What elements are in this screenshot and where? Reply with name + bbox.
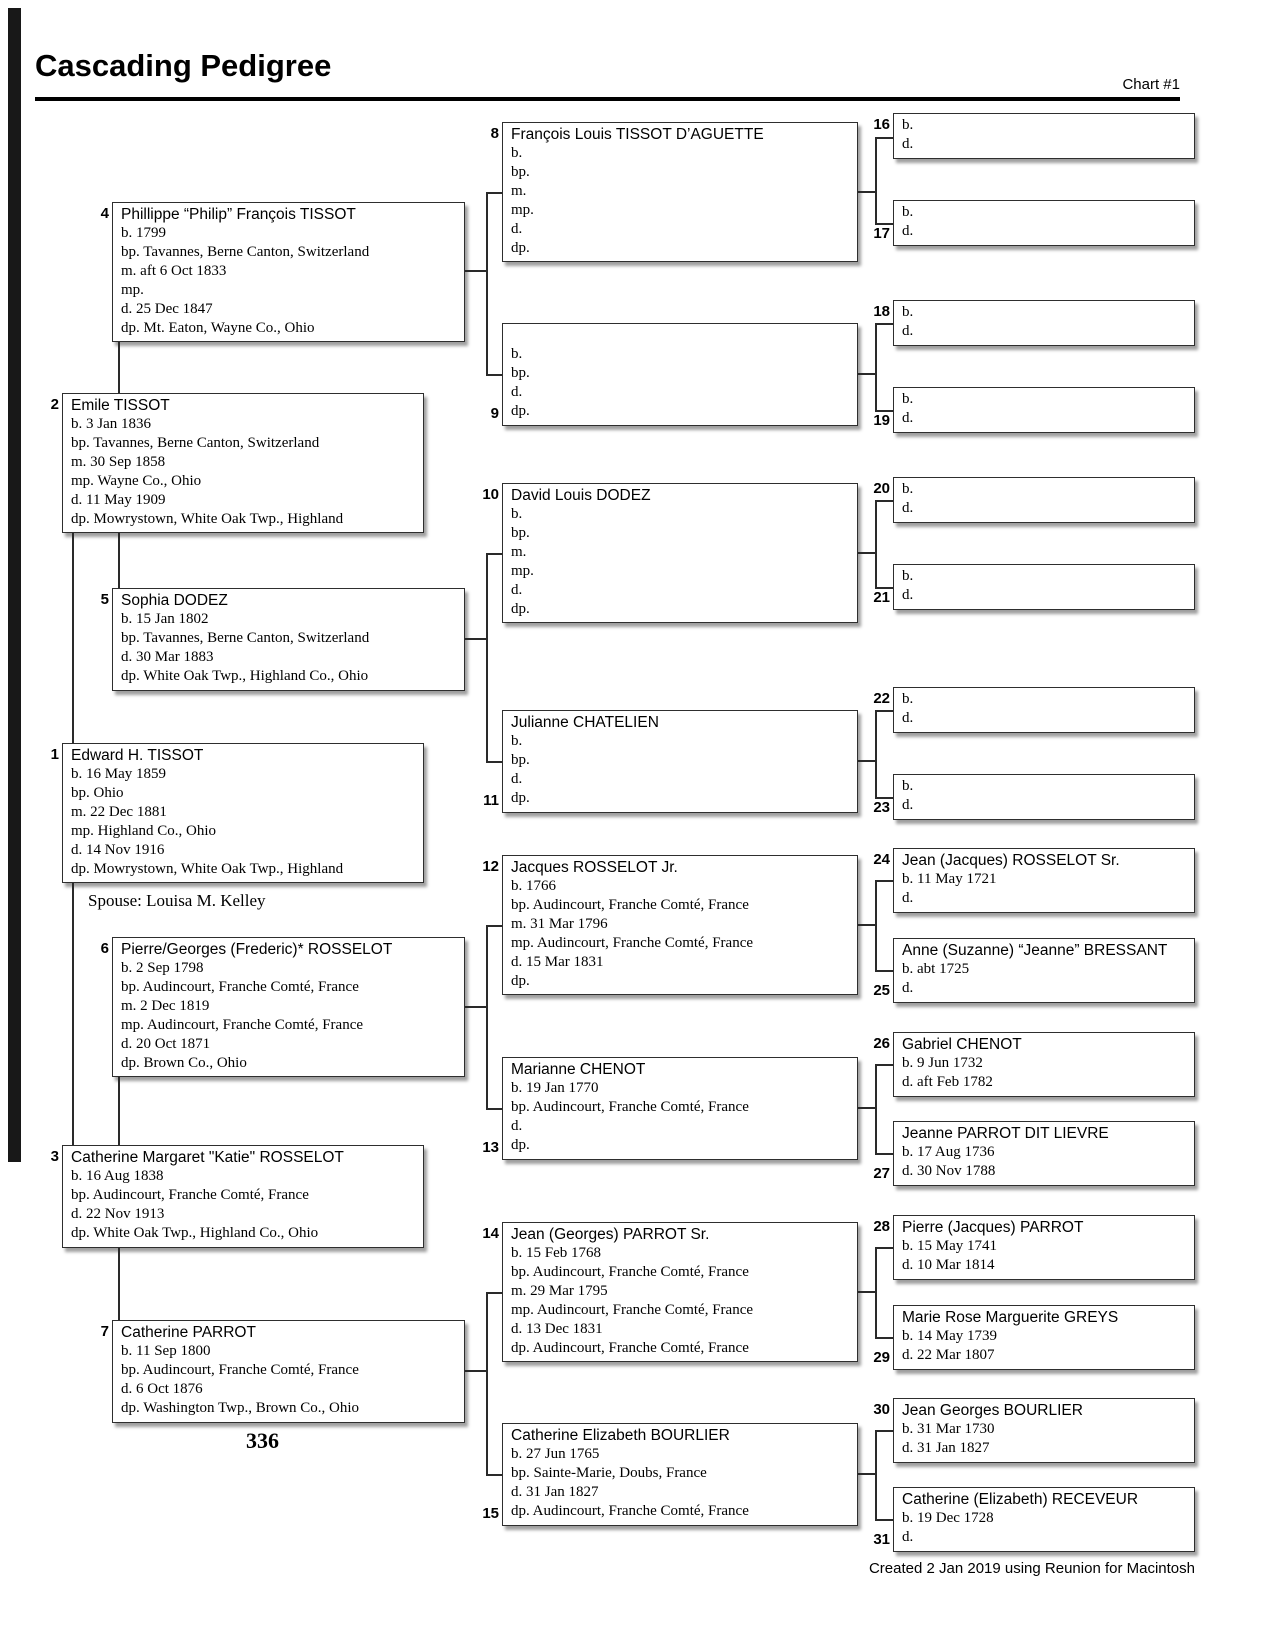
person-box (873, 938, 1195, 1003)
person-number: 23 (873, 799, 890, 816)
connector-line (486, 1474, 502, 1476)
person-detail-line: b. 31 Mar 1730 (902, 1421, 995, 1437)
connector-line (486, 192, 502, 194)
connector-line (875, 587, 893, 589)
person-detail-line: d. 31 Jan 1827 (511, 1484, 599, 1500)
person-detail-line: mp. Audincourt, Franche Comté, France (121, 1017, 364, 1033)
connector-line (875, 880, 893, 882)
scan-edge-bar (8, 8, 21, 1162)
person-box (50, 743, 424, 883)
person-name: Sophia DODEZ (121, 592, 228, 609)
person-name: Catherine PARROT (121, 1324, 256, 1341)
connector-line (875, 1430, 893, 1432)
person-detail-line: bp. Tavannes, Berne Canton, Switzerland (71, 435, 320, 451)
person-detail-line: mp. (121, 282, 144, 298)
person-detail-line: d. (511, 1118, 523, 1134)
person-detail-line: m. 22 Dec 1881 (71, 804, 167, 820)
person-box (50, 393, 424, 533)
person-box (873, 1487, 1195, 1552)
page-number: 336 (246, 1428, 279, 1453)
person-number: 13 (482, 1139, 499, 1156)
person-detail-line: bp. Sainte-Marie, Doubs, France (511, 1465, 707, 1481)
person-name: Edward H. TISSOT (71, 747, 204, 764)
connector-line (465, 1006, 488, 1008)
person-number: 2 (50, 396, 59, 413)
person-detail-line: d. 6 Oct 1876 (121, 1381, 203, 1397)
person-detail-line: dp. (511, 790, 530, 806)
connector-line (875, 797, 893, 799)
person-box (100, 202, 465, 342)
connector-line (875, 1247, 893, 1249)
connector-line (875, 1064, 893, 1066)
connector-line (875, 970, 893, 972)
person-detail-line: d. 20 Oct 1871 (121, 1036, 211, 1052)
person-detail-line: dp. (511, 973, 530, 989)
person-number: 18 (873, 303, 890, 320)
person-detail-line: d. (902, 1529, 914, 1545)
connector-line (486, 1108, 502, 1110)
person-detail-line: b. 15 Jan 1802 (121, 611, 209, 627)
person-detail-line: mp. Audincourt, Franche Comté, France (511, 1302, 754, 1318)
person-box (483, 710, 858, 813)
person-number: 28 (873, 1218, 890, 1235)
person-detail-line: d. (511, 221, 523, 237)
connector-line (486, 1292, 488, 1476)
person-box (100, 937, 465, 1077)
connector-line (465, 638, 488, 640)
person-detail-line: b. (511, 346, 523, 362)
person-detail-line: d. 22 Nov 1913 (71, 1206, 165, 1222)
person-detail-line: dp. Mt. Eaton, Wayne Co., Ohio (121, 320, 315, 336)
person-box (873, 687, 1195, 733)
person-detail-line: b. abt 1725 (902, 961, 970, 977)
person-name: Phillippe “Philip” François TISSOT (121, 206, 356, 223)
connector-line (486, 761, 502, 763)
connector-line (875, 1064, 877, 1155)
person-detail-line: b. 19 Dec 1728 (902, 1510, 994, 1526)
person-detail-line: d. (902, 323, 914, 339)
person-name: Pierre (Jacques) PARROT (902, 1219, 1084, 1236)
person-box (100, 1320, 465, 1423)
connector-line (875, 323, 877, 412)
person-name: Catherine Elizabeth BOURLIER (511, 1427, 730, 1444)
person-name: Pierre/Georges (Frederic)* ROSSELOT (121, 941, 393, 958)
person-detail-line: mp. (511, 202, 534, 218)
person-number: 5 (100, 591, 109, 608)
person-detail-line: bp. (511, 525, 530, 541)
connector-line (875, 1430, 877, 1521)
person-detail-line: b. 3 Jan 1836 (71, 416, 151, 432)
connector-line (875, 500, 877, 589)
person-detail-line: bp. Audincourt, Franche Comté, France (511, 897, 749, 913)
connector-line (875, 410, 893, 412)
person-detail-line: b. 19 Jan 1770 (511, 1080, 599, 1096)
person-number: 4 (100, 205, 109, 222)
person-name: Catherine (Elizabeth) RECEVEUR (902, 1491, 1139, 1508)
person-detail-line: mp. Highland Co., Ohio (71, 823, 216, 839)
person-detail-line: b. 9 Jun 1732 (902, 1055, 983, 1071)
person-detail-line: d. 13 Dec 1831 (511, 1321, 603, 1337)
connector-line (118, 1077, 120, 1145)
person-box (873, 387, 1195, 433)
person-detail-line: d. 25 Dec 1847 (121, 301, 213, 317)
connector-line (486, 553, 488, 763)
connector-line (72, 533, 74, 743)
person-name: Catherine Margaret "Katie" ROSSELOT (71, 1149, 344, 1166)
person-detail-line: d. (902, 223, 914, 239)
person-name (511, 326, 849, 345)
person-number: 25 (873, 982, 890, 999)
person-detail-line: dp. (511, 601, 530, 617)
connector-line (875, 223, 893, 225)
person-detail-line: d. (902, 797, 914, 813)
person-name: David Louis DODEZ (511, 487, 651, 504)
person-detail-line: b. 1799 (121, 225, 166, 241)
connector-line (486, 192, 488, 376)
person-number: 24 (873, 851, 890, 868)
person-detail-line: dp. (511, 240, 530, 256)
person-box (482, 1057, 858, 1160)
person-detail-line: b. (902, 391, 914, 407)
person-detail-line: d. (902, 710, 914, 726)
connector-line (875, 1153, 893, 1155)
title-underline (35, 97, 1180, 101)
connector-line (486, 1292, 502, 1294)
person-detail-line: bp. Ohio (71, 785, 124, 801)
person-detail-line: m. 29 Mar 1795 (511, 1283, 608, 1299)
connector-line (118, 1248, 120, 1320)
person-name: Jean (Georges) PARROT Sr. (511, 1226, 710, 1243)
person-detail-line: d. 14 Nov 1916 (71, 842, 165, 858)
person-number: 12 (482, 858, 499, 875)
person-detail-line: bp. Audincourt, Franche Comté, France (511, 1264, 749, 1280)
person-number: 16 (873, 116, 890, 133)
person-number: 19 (873, 412, 890, 429)
person-detail-line: b. 15 Feb 1768 (511, 1245, 601, 1261)
person-detail-line: d. aft Feb 1782 (902, 1074, 993, 1090)
person-detail-line: d. 11 May 1909 (71, 492, 166, 508)
person-box (490, 122, 858, 262)
person-box (873, 200, 1195, 246)
page-title: Cascading Pedigree (35, 48, 332, 83)
person-name: Julianne CHATELIEN (511, 714, 659, 731)
person-detail-line: dp. Audincourt, Franche Comté, France (511, 1503, 749, 1519)
connector-line (486, 925, 502, 927)
chart-number-label: Chart #1 (1122, 76, 1180, 93)
connector-line (118, 533, 120, 588)
person-number: 17 (873, 225, 890, 242)
person-name: Marie Rose Marguerite GREYS (902, 1309, 1119, 1326)
person-detail-line: dp. Mowrystown, White Oak Twp., Highland (71, 511, 344, 527)
person-box (873, 564, 1195, 610)
person-number: 22 (873, 690, 890, 707)
person-detail-line: bp. (511, 164, 530, 180)
connector-line (118, 342, 120, 393)
person-detail-line: b. (902, 568, 914, 584)
person-box (873, 1305, 1195, 1370)
person-detail-line: b. 14 May 1739 (902, 1328, 997, 1344)
person-box (873, 1215, 1195, 1280)
connector-line (875, 1519, 893, 1521)
person-detail-line: m. (511, 544, 527, 560)
person-number: 8 (490, 125, 499, 142)
person-detail-line: b. 17 Aug 1736 (902, 1144, 995, 1160)
person-detail-line: mp. Wayne Co., Ohio (71, 473, 202, 489)
person-box (482, 1423, 858, 1526)
person-detail-line: dp. Mowrystown, White Oak Twp., Highland (71, 861, 344, 877)
person-box (873, 848, 1195, 913)
person-detail-line: b. (511, 733, 523, 749)
person-number: 27 (873, 1165, 890, 1182)
person-name: Emile TISSOT (71, 397, 170, 414)
person-name: Jacques ROSSELOT Jr. (511, 859, 678, 876)
person-detail-line: b. 16 Aug 1838 (71, 1168, 164, 1184)
person-number: 30 (873, 1401, 890, 1418)
person-number: 14 (482, 1225, 499, 1242)
person-name: François Louis TISSOT D’AGUETTE (511, 126, 764, 143)
person-detail-line: bp. Tavannes, Berne Canton, Switzerland (121, 244, 370, 260)
connector-line (875, 1337, 893, 1339)
person-detail-line: b. 1766 (511, 878, 556, 894)
connector-line (875, 710, 893, 712)
person-number: 21 (873, 589, 890, 606)
person-box (873, 113, 1195, 159)
person-detail-line: b. (902, 204, 914, 220)
person-detail-line: b. (902, 778, 914, 794)
person-detail-line: dp. White Oak Twp., Highland Co., Ohio (71, 1225, 319, 1241)
person-detail-line: bp. (511, 752, 530, 768)
person-detail-line: b. (902, 481, 914, 497)
person-detail-line: d. (511, 771, 523, 787)
connector-line (875, 137, 893, 139)
person-number: 7 (100, 1323, 109, 1340)
person-number: 9 (490, 405, 499, 422)
person-detail-line: d. (902, 136, 914, 152)
person-detail-line: d. 31 Jan 1827 (902, 1440, 990, 1456)
person-name: Marianne CHENOT (511, 1061, 646, 1078)
spouse-note: Spouse: Louisa M. Kelley (88, 891, 266, 910)
person-number: 11 (483, 792, 499, 809)
connector-line (72, 883, 74, 1145)
person-detail-line: dp. Washington Twp., Brown Co., Ohio (121, 1400, 360, 1416)
person-detail-line: d. 30 Nov 1788 (902, 1163, 996, 1179)
person-number: 6 (100, 940, 109, 957)
person-detail-line: d. 15 Mar 1831 (511, 954, 604, 970)
person-box (482, 483, 858, 623)
person-box (873, 1032, 1195, 1097)
connector-line (465, 270, 488, 272)
person-detail-line: m. 30 Sep 1858 (71, 454, 166, 470)
person-detail-line: d. 22 Mar 1807 (902, 1347, 995, 1363)
person-number: 31 (873, 1531, 890, 1548)
person-detail-line: m. 31 Mar 1796 (511, 916, 608, 932)
person-number: 15 (482, 1505, 499, 1522)
person-detail-line: d. (902, 500, 914, 516)
person-detail-line: b. 15 May 1741 (902, 1238, 997, 1254)
person-detail-line: dp. Audincourt, Franche Comté, France (511, 1340, 749, 1356)
person-detail-line: b. (511, 506, 523, 522)
footer-credit: Created 2 Jan 2019 using Reunion for Macintosh (868, 1560, 1195, 1577)
person-number: 26 (873, 1035, 890, 1052)
connector-line (486, 374, 502, 376)
connector-line (465, 1370, 488, 1372)
person-detail-line: dp. (511, 1137, 530, 1153)
person-box (873, 774, 1195, 820)
connector-line (875, 710, 877, 799)
person-detail-line: m. (511, 183, 527, 199)
person-detail-line: b. (511, 145, 523, 161)
person-detail-line: d. (902, 410, 914, 426)
person-detail-line: mp. (511, 563, 534, 579)
person-detail-line: bp. Audincourt, Franche Comté, France (71, 1187, 309, 1203)
person-box (482, 855, 858, 995)
person-detail-line: d. 30 Mar 1883 (121, 649, 214, 665)
person-name: Jean (Jacques) ROSSELOT Sr. (902, 852, 1120, 869)
connector-line (875, 1247, 877, 1339)
person-box (50, 1145, 424, 1248)
person-detail-line: d. (902, 980, 914, 996)
person-name: Anne (Suzanne) “Jeanne” BRESSANT (902, 942, 1168, 959)
person-detail-line: d. (511, 384, 523, 400)
person-detail-line: d. (902, 587, 914, 603)
connector-line (875, 323, 893, 325)
connector-line (875, 500, 893, 502)
person-detail-line: bp. Audincourt, Franche Comté, France (511, 1099, 749, 1115)
person-detail-line: d. (902, 890, 914, 906)
person-detail-line: mp. Audincourt, Franche Comté, France (511, 935, 754, 951)
person-detail-line: b. (902, 117, 914, 133)
person-detail-line: m. aft 6 Oct 1833 (121, 263, 227, 279)
person-detail-line: b. 11 May 1721 (902, 871, 997, 887)
person-detail-line: dp. Brown Co., Ohio (121, 1055, 247, 1071)
person-detail-line: b. 27 Jun 1765 (511, 1446, 600, 1462)
person-number: 1 (50, 746, 59, 763)
connector-line (875, 880, 877, 972)
person-box (873, 1398, 1195, 1463)
person-detail-line: b. (902, 691, 914, 707)
person-detail-line: m. 2 Dec 1819 (121, 998, 210, 1014)
person-box (873, 477, 1195, 523)
person-detail-line: bp. Tavannes, Berne Canton, Switzerland (121, 630, 370, 646)
person-detail-line: dp. White Oak Twp., Highland Co., Ohio (121, 668, 369, 684)
connector-line (875, 137, 877, 225)
person-detail-line: d. (511, 582, 523, 598)
connector-line (486, 553, 502, 555)
person-detail-line: bp. Audincourt, Franche Comté, France (121, 1362, 359, 1378)
person-name: Jeanne PARROT DIT LIEVRE (902, 1125, 1109, 1142)
person-number: 10 (482, 486, 499, 503)
person-detail-line: bp. (511, 365, 530, 381)
connector-line (486, 925, 488, 1110)
person-detail-line: b. 16 May 1859 (71, 766, 166, 782)
person-detail-line: dp. (511, 403, 530, 419)
person-detail-line: b. (902, 304, 914, 320)
person-detail-line: b. 11 Sep 1800 (121, 1343, 211, 1359)
person-name: Jean Georges BOURLIER (902, 1402, 1083, 1419)
person-detail-line: bp. Audincourt, Franche Comté, France (121, 979, 359, 995)
person-box (873, 1121, 1195, 1186)
person-number: 29 (873, 1349, 890, 1366)
person-name: Gabriel CHENOT (902, 1036, 1022, 1053)
person-number: 20 (873, 480, 890, 497)
person-box (490, 323, 858, 426)
person-box (100, 588, 465, 691)
person-box (482, 1222, 858, 1362)
person-box (873, 300, 1195, 346)
person-number: 3 (50, 1148, 59, 1165)
person-detail-line: d. 10 Mar 1814 (902, 1257, 995, 1273)
person-detail-line: b. 2 Sep 1798 (121, 960, 204, 976)
